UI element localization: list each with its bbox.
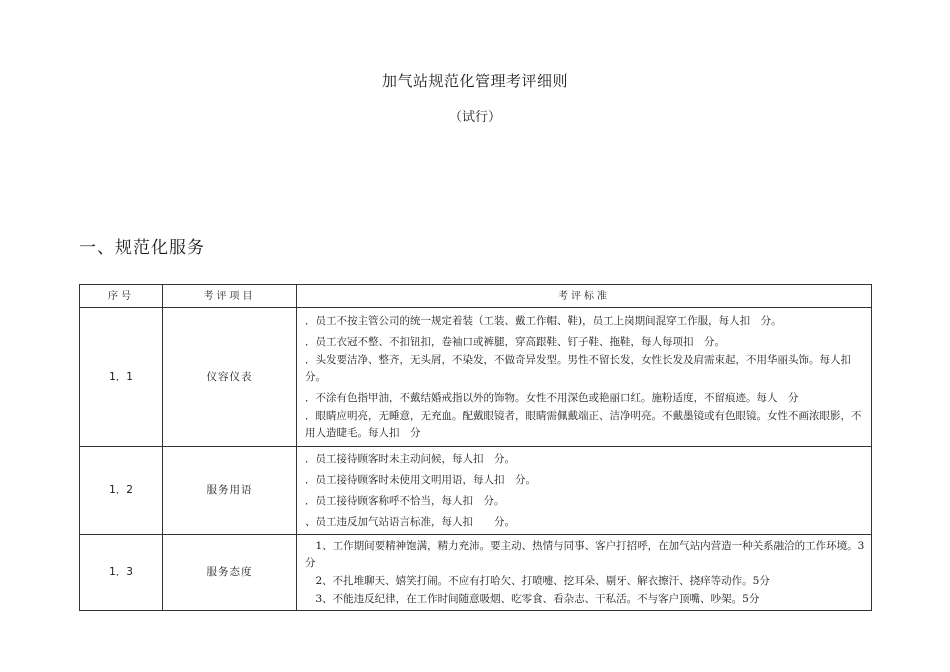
table-header-row [80,285,872,308]
header-evaluation-standard: 考评标准 [297,285,872,308]
standard-line: ．员工接待顾客时未主动问候，每人扣 分。 [305,453,515,465]
section-heading: 一、规范化服务 [79,238,205,258]
row-item: 仪容仪表 [163,308,297,447]
row-number: 1．3 [80,535,163,611]
row-standard [297,447,872,535]
standard-line: ．员工接待顾客称呼不恰当，每人扣 分。 [305,495,505,507]
header-evaluation-item: 考评项目 [163,285,297,308]
row-standard [297,535,872,611]
row-standard [297,308,872,447]
standard-line: ．员工不按主管公司的统一规定着装（工装、戴工作帽、鞋)，员工上岗期间混穿工作服，每人扣 分。 [305,315,782,327]
row-number: 1．1 [80,308,163,447]
row-item: 服务态度 [163,535,297,611]
standard-line: ．员工接待顾客时未使用文明用语，每人扣 分。 [305,474,536,486]
document-subtitle: （试行） [448,110,501,125]
row-number: 1．2 [80,447,163,535]
table-row [80,535,872,611]
header-serial-no: 序号 [80,285,163,308]
standard-line: ．不涂有色指甲油，不戴结婚戒指以外的饰物。女性不用深色或艳丽口红。施粉适度，不留痕迹。每人 分 [305,392,799,404]
standard-line: 、员工违反加气站语言标准，每人扣 分。 [305,516,515,528]
standard-line: 3、不能违反纪律，在工作时间随意吸烟、吃零食、看杂志、干私活。不与客户顶嘴、吵架。5分 [305,593,760,605]
document-title: 加气站规范化管理考评细则 [381,72,568,90]
standard-line: ．眼睛应明亮，无睡意，无充血。配戴眼镜者，眼睛需佩戴端正、洁净明亮。不戴墨镜或有色眼镜。女性不画浓眼影，不用人造睫毛。每人扣 分 [305,410,862,439]
row-item: 服务用语 [163,447,297,535]
standard-line: ．头发要洁净、整齐，无头屑，不染发，不做奇异发型。男性不留长发，女性长发及肩需束起，不用华丽头饰。每人扣 分。 [305,354,862,383]
standard-line: 2、不扎堆聊天、嬉笑打闹。不应有打哈欠、打喷嚏、挖耳朵、剔牙、解衣擦汗、挠痒等动作。5分 [305,575,770,587]
standard-line: ．员工衣冠不整、不扣钮扣，卷袖口或裤腿，穿高跟鞋、钉子鞋、拖鞋，每人每项扣 分。 [305,336,725,348]
evaluation-table [79,284,872,611]
standard-line: 1、工作期间要精神饱满，精力充沛。要主动、热情与同事、客户打招呼，在加气站内营造一种关系融洽的工作环境。3分 [305,540,865,569]
table-row [80,447,872,535]
table-row [80,308,872,447]
